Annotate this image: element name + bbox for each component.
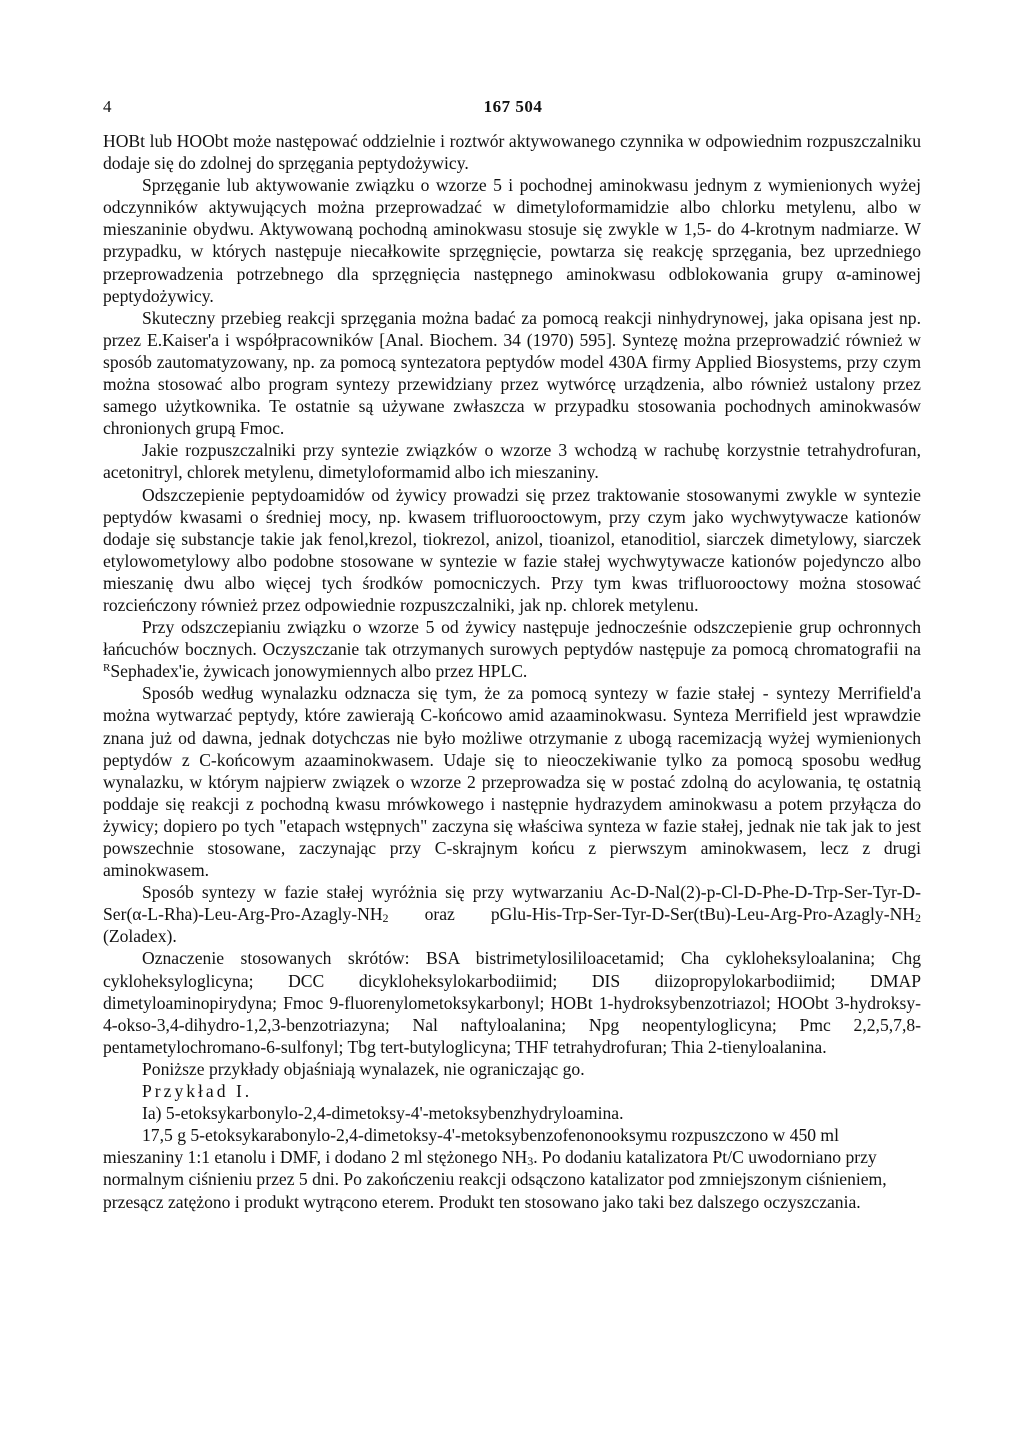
text-run: Sephadex'ie, żywicach jonowymiennych albo przez HPLC.	[110, 661, 528, 682]
text-run: oraz pGlu-His-Trp-Ser-Tyr-D-Ser(tBu)-Leu-Arg-Pro-Azagly-NH	[388, 904, 915, 925]
paragraph: Sprzęganie lub aktywowanie związku o wzorze 5 i pochodnej aminokwasu jednym z wymienionych wyżej odczynników aktywujących można przeprowadzać w dimetyloformamidzie albo chlorku metylenu, albo w mieszaninie obydwu. Aktywowaną pochodną aminokwasu stosuje się zwykle w 1,5- do 4-krotnym nadmiarze. W przypadku, w których następuje niecałkowite sprzęgnięcie, powtarza się reakcję sprzęgania, bez uprzedniego przeprowadzenia potrzebnego dla sprzęgnięcia następnego aminokwasu odblokowania grupy α-aminowej peptydożywicy.	[103, 175, 921, 306]
paragraph: Oznaczenie stosowanych skrótów: BSA bistrimetylosililoacetamid; Cha cykloheksyloalanina; Chg cykloheksyloglicyna; DCC dicykloheksylokarbodiimid; DIS diizopropylokarbodiimid; DMAP dimetyloaminopirydyna; Fmoc 9-fluorenylometoksykarbonyl; HOBt 1-hydroksybenzotriazol; HOObt 3-hydroksy-4-okso-3,4-dihydro-1,2,3-benzotriazyna; Nal naftyloalanina; Npg neopentyloglicyna; Pmc 2,2,5,7,8-pentametylochromano-6-sulfonyl; Tbg tert-butyloglicyna; THF tetrahydrofuran; Thia 2-tienyloalanina.	[103, 948, 921, 1057]
page-number: 4	[103, 97, 112, 116]
registered-mark: R	[103, 662, 111, 675]
subscript: 3	[527, 1154, 534, 1169]
subscript: 2	[382, 911, 389, 926]
subscript: 2	[915, 911, 921, 926]
page-header	[103, 96, 923, 118]
example-heading: Przykład I.	[142, 1081, 253, 1102]
paragraph: Odszczepienie peptydoamidów od żywicy prowadzi się przez traktowanie stosowanymi zwykle w syntezie peptydów kwasami o średniej mocy, np. kwasem trifluorooctowym, przy czym jako wychwytywacze kationów dodaje się substancje takie jak fenol,krezol, tiokrezol, anizol, tioanizol, etanoditiol, siarczek dimetylowy, siarczek etylowometylowy albo podobne stosowane w syntezie w fazie stałej wychwytywacze kationów pojedynczo albo mieszanię dwu albo więcej tych środków pomocniczych. Przy tym kwas trifluorooctowy można stosować rozcieńczony również przez odpowiednie rozpuszczalniki, jak np. chlorek metylenu.	[103, 484, 921, 615]
text-run: . Po dodaniu katalizatora Pt/C uwodorniano przy normalnym ciśnieniu przez 5 dni. Po zakończeniu reakcji odsączono katalizator pod zmniejszonym ciśnieniem, przesącz zatężono i produkt wytrącono eterem. Produkt ten stosowano jako taki bez dalszego oczyszczania.	[103, 1147, 887, 1212]
text-run: 17,5 g 5-etoksykarabonylo-2,4-dimetoksy-4'-metoksybenzofenonooksymu rozpuszczono w 450 ml mieszaniny 1:1 etanolu i DMF, i dodano 2 ml stężonego NH	[103, 1125, 840, 1168]
paragraph: HOBt lub HOObt może następować oddzielnie i roztwór aktywowanego czynnika w odpowiednim rozpuszczalniku dodaje się do zdolnej do sprzęgania peptydożywicy.	[103, 131, 921, 174]
text-run: Przy odszczepianiu związku o wzorze 5 od żywicy następuje jednocześnie odszczepienie grup ochronnych łańcuchów bocznych. Oczyszczanie tak otrzymanych surowych peptydów następuje za pomocą chromatografii na	[103, 617, 921, 660]
paragraph: Poniższe przykłady objaśniają wynalazek, nie ograniczając go.	[142, 1058, 585, 1079]
text-run: Sposób syntezy w fazie stałej wyróżnia się przy wytwarzaniu Ac-D-Nal(2)-p-Cl-D-Phe-D-Trp-Ser-Tyr-D-Ser(α-L-Rha)-Leu-Arg-Pro-Azagly-NH	[103, 882, 921, 925]
paragraph	[103, 616, 921, 682]
document-body	[103, 130, 921, 1213]
paragraph	[103, 1124, 921, 1212]
paragraph: Ia) 5-etoksykarbonylo-2,4-dimetoksy-4'-metoksybenzhydryloamina.	[142, 1103, 624, 1124]
paragraph: Sposób według wynalazku odznacza się tym, że za pomocą syntezy w fazie stałej - syntezy Merrifield'a można wytwarzać peptydy, które zawierają C-końcowo amid azaaminokwasu. Synteza Merrifield jest wprawdzie znana już od dawna, jednak dotychczas nie było możliwe otrzymanie z ubogą racemizacją wyżej wymienionych peptydów z C-końcowym azaaminokwasem. Udaje się to nieoczekiwanie tylko za pomocą sposobu według wynalazku, w którym najpierw związek o wzorze 2 przeprowadza się w postać zdolną do acylowania, tę ostatnią poddaje się reakcji z pochodną kwasu mrówkowego i następnie hydrazydem aminokwasu a potem przyłącza do żywicy; dopiero po tych "etapach wstępnych" zaczyna się właściwa synteza w fazie stałej, jednak nie tak jak to jest powszechnie stosowane, zaczynając przy C-skrajnym końcu z pierwszym aminokwasem, lecz z drugi aminokwasem.	[103, 683, 921, 881]
paragraph: Skuteczny przebieg reakcji sprzęgania można badać za pomocą reakcji ninhydrynowej, jaka opisana jest np. przez E.Kaiser'a i współpracowników [Anal. Biochem. 34 (1970) 595]. Syntezę można przeprowadzić również w sposób zautomatyzowany, np. za pomocą syntezatora peptydów model 430A firmy Applied Biosystems, przy czym można stosować albo program syntezy przewidziany przez wytwórcę urządzenia, albo również ustalony przez samego użytkownika. Te ostatnie są używane zwłaszcza w przypadku stosowania pochodnych aminokwasów chronionych grupą Fmoc.	[103, 307, 921, 439]
document-number: 167 504	[483, 97, 543, 116]
paragraph: Jakie rozpuszczalniki przy syntezie związków o wzorze 3 wchodzą w rachubę korzystnie tetrahydrofuran, acetonitryl, chlorek metylenu, dimetyloformamid albo ich mieszaniny.	[103, 440, 921, 483]
text-run: (Zoladex).	[103, 926, 177, 947]
paragraph	[103, 881, 921, 947]
